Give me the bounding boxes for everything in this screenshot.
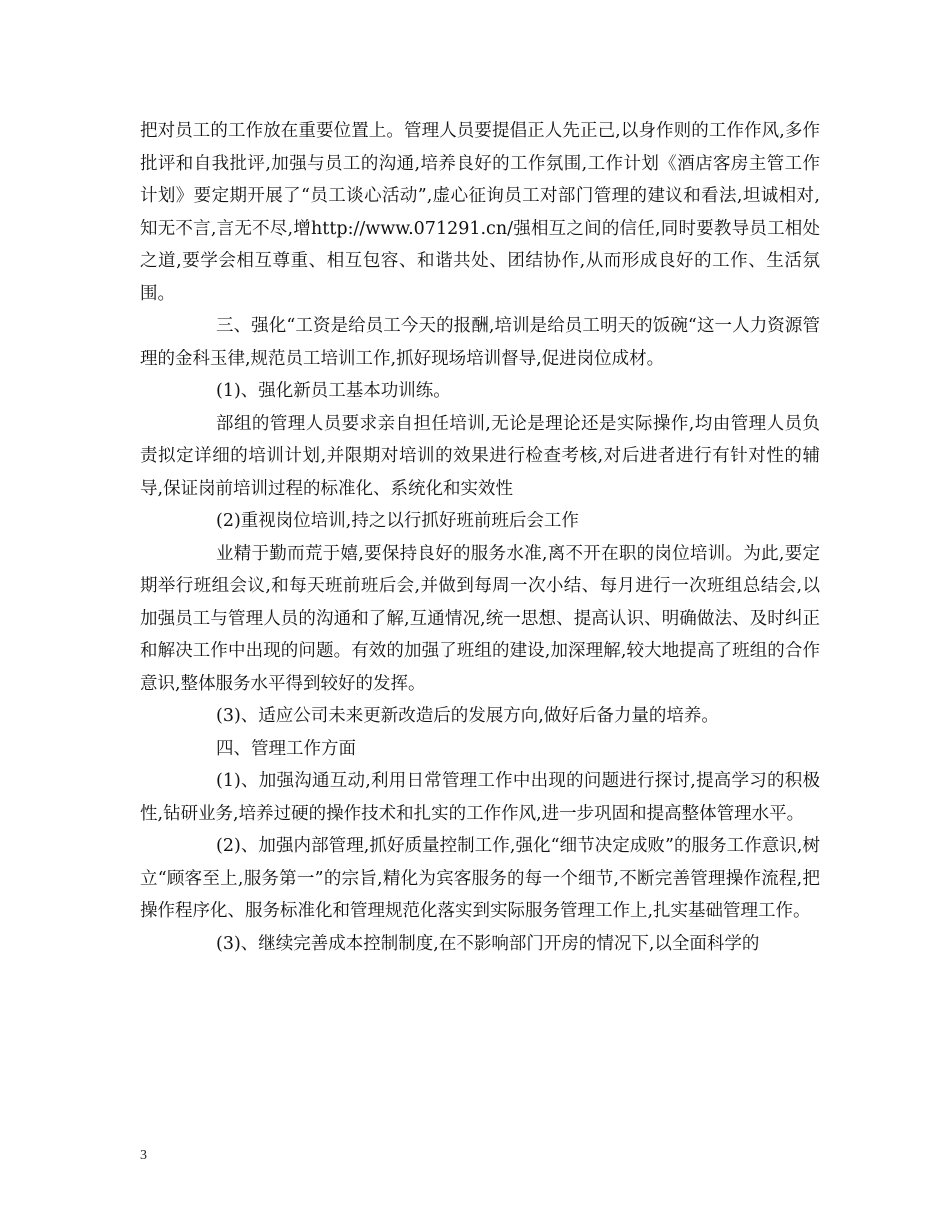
paragraph-item-reserve-talent: (3)、适应公司未来更新改造后的发展方向,做好后备力量的培养。 <box>216 706 719 726</box>
paragraph-training-plan: 部组的管理人员要求亲自担任培训,无论是理论还是实际操作,均由管理人员负责拟定详细的培训计划,并限期对培训的效果进行检查考核,对后进者进行有针对性的辅导,保证岗前培训过程的标准化、系统化和实效性 <box>140 413 820 499</box>
paragraph-staff-relations: 把对员工的工作放在重要位置上。管理人员要提倡正人先正己,以身作则的工作作风,多作批评和自我批评,加强与员工的沟通,培养良好的工作氛围,工作计划《酒店客房主管工作计划》要定期开展了“员工谈心活动”,虚心征询员工对部门管理的建议和看法,坦诚相对,知无不言,言无不尽,增http://www.071291.cn/强相互之间的信任,同时要教导员工相处之道,要学会相互尊重、相互包容、和谐共处、团结协作,从而形成良好的工作、生活氛围。 <box>140 121 820 304</box>
paragraph-section-three-heading: 三、强化“工资是给员工今天的报酬,培训是给员工明天的饭碗“这一人力资源管理的金科玉律,规范员工培训工作,抓好现场培训督导,促进岗位成材。 <box>140 316 820 369</box>
paragraph-item-post-training: (2)重视岗位培训,持之以行抓好班前班后会工作 <box>216 511 579 531</box>
paragraph-item-cost-control: (3)、继续完善成本控制制度,在不影响部门开房的情况下,以全面科学的 <box>216 933 760 954</box>
paragraph-item-internal-management: (2)、加强内部管理,抓好质量控制工作,强化“细节决定成败”的服务工作意识,树立“顾客至上,服务第一”的宗旨,精化为宾客服务的每一个细节,不断完善管理操作流程,把操作程序化、服务标准化和管理规范化落实到实际服务管理工作上,扎实基础管理工作。 <box>140 836 820 921</box>
paragraph-section-four-heading: 四、管理工作方面 <box>216 738 356 759</box>
paragraph-item-new-staff-training: (1)、强化新员工基本功训练。 <box>216 381 451 401</box>
paragraph-item-communication: (1)、加强沟通互动,利用日常管理工作中出现的问题进行探讨,提高学习的积极性,钻研业务,培养过硬的操作技术和扎实的工作作风,进一步巩固和提高整体管理水平。 <box>140 771 820 824</box>
body-text <box>140 115 820 960</box>
paragraph-team-meetings: 业精于勤而荒于嬉,要保持良好的服务水准,离不开在职的岗位培训。为此,要定期举行班组会议,和每天班前班后会,并做到每周一次小结、每月进行一次班组总结会,以加强员工与管理人员的沟通和了解,互通情况,统一思想、提高认识、明确做法、及时纠正和解决工作中出现的问题。有效的加强了班组的建设,加深理解,较大地提高了班组的合作意识,整体服务水平得到较好的发挥。 <box>140 543 820 694</box>
page-number: 3 <box>140 1148 147 1163</box>
